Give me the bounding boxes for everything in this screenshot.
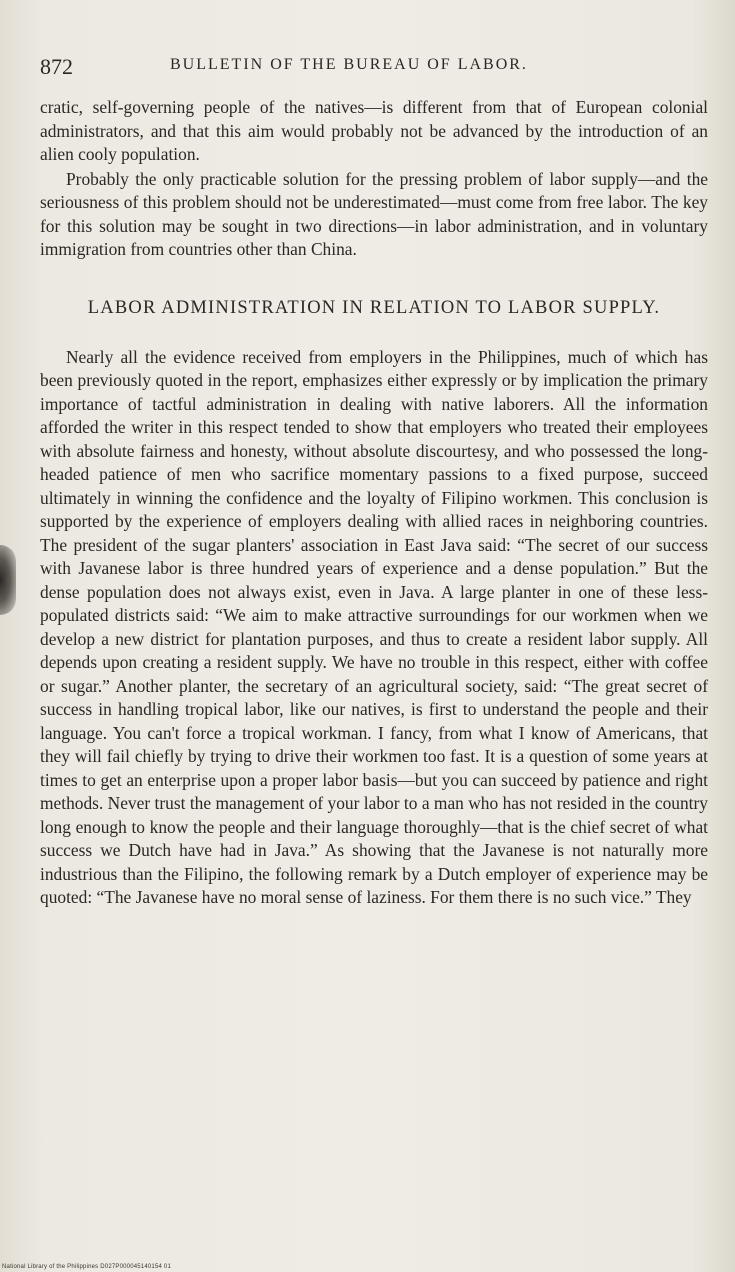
page-content — [40, 96, 708, 910]
paragraph-labor-supply: Probably the only practicable solution for the pressing problem of labor supply—and the seriousness of this problem should not be underestimated—must come from free labor. The key for this solution may be sought in two directions—in labor administration, and in voluntary immigration from countries other than China. — [40, 168, 708, 259]
section-title: LABOR ADMINISTRATION IN RELATION TO LABOR SUPPLY. — [87, 297, 661, 318]
page-header — [40, 54, 670, 80]
library-footer: National Library of the Philippines D027P000045140154 01 — [2, 1264, 171, 1270]
page-number: 872 — [40, 54, 73, 79]
section-body: Nearly all the evidence received from employers in the Philippines, much of which has been previously quoted in the report, emphasizes either expressly or by implication the primary importance of tactful administration in dealing with native laborers. All the information afforded the writer in this respect tended to show that employers who treated their employees with absolute fairness and honesty, without absolute discourtesy, and who possessed the long-headed patience of men who sacrifice momentary passions to a fixed purpose, succeed ultimately in winning the confidence and the loyalty of Filipino workmen. This conclusion is supported by the experience of employers dealing with allied races in neighboring countries. The president of the sugar planters' association in East Java said: “The secret of our success with Javanese labor is three hundred years of experience and a dense population.” But the dense population does not always exist, even in Java. A large planter in one of these less-populated districts said: “We aim to make attractive surroundings for our workmen when we develop a new district for plantation purposes, and thus to create a resident labor supply. All depends upon creating a resident supply. We have no trouble in this respect, either with coffee or sugar.” Another planter, the secretary of an agricultural society, said: “The great secret of success in handling tropical labor, like our natives, is first to understand the people and their language. You can't force a tropical workman. I fancy, from what I know of Americans, that they will fail chiefly by trying to drive their workmen too fast. It is a question of some years at times to get an enterprise upon a proper labor basis—but you can succeed by patience and right methods. Never trust the management of your labor to a man who has not resided in the country long enough to know the people and their language thoroughly—that is the chief secret of what success we Dutch have had in Java.” As showing that the Javanese is not naturally more industrious than the Filipino, the following remark by a Dutch employer of experience may be quoted: “The Javanese have no moral sense of laziness. For them there is no such vice.” They — [40, 346, 708, 907]
page-edge-shadow — [0, 545, 16, 615]
running-head: BULLETIN OF THE BUREAU OF LABOR. — [170, 56, 528, 73]
paragraph-continuation: cratic, self-governing people of the natives—is different from that of European colonial administrators, and that this aim would probably not be advanced by the introduction of an alien cooly population. — [40, 97, 708, 164]
